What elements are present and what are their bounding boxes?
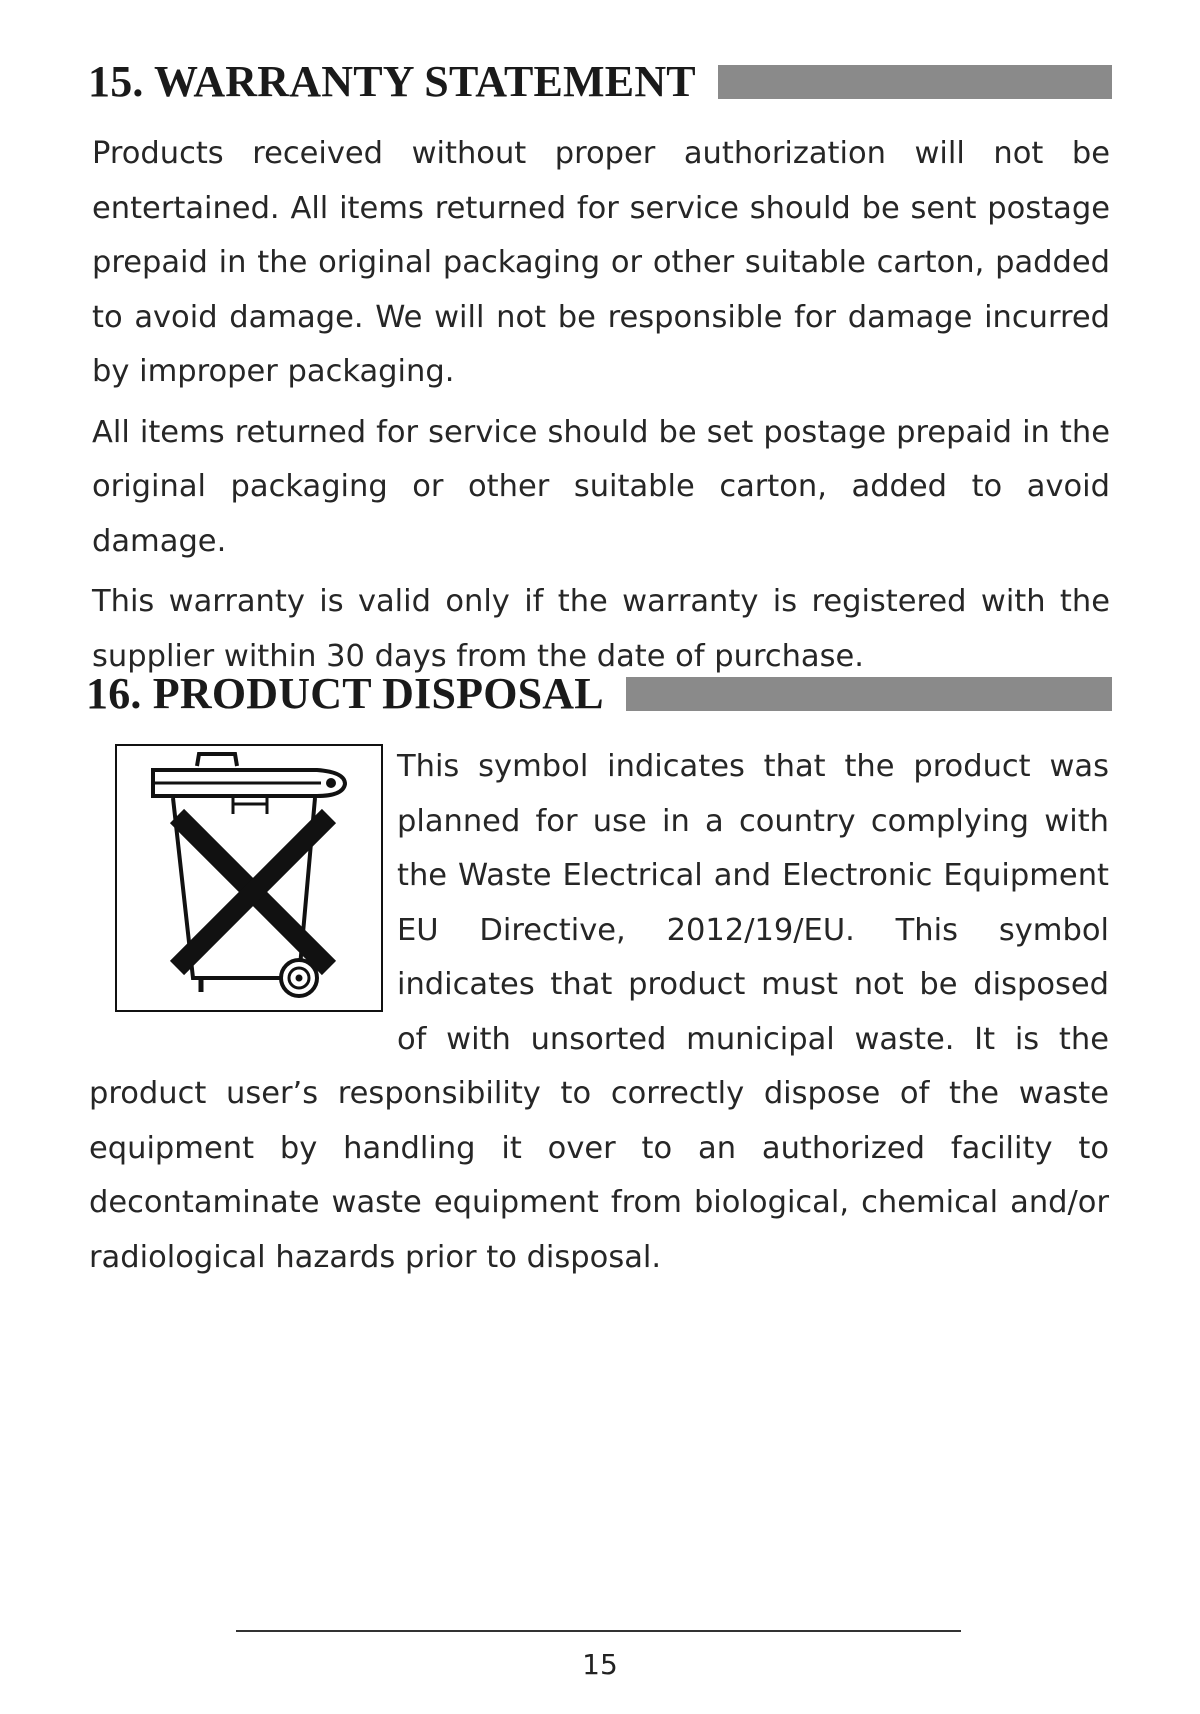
heading-bar — [626, 677, 1112, 711]
warranty-paragraph-1: Products received without proper authorization will not be entertained. All items returned for service should be sent postage prepaid in the original packaging or other suitable carton, padded to avoid damage. We will not be responsible for damage incurred by improper packaging. — [92, 136, 1110, 389]
crossed-out-wheelie-bin-icon — [115, 744, 383, 1012]
page-number: 15 — [582, 1648, 618, 1681]
warranty-section-heading — [88, 56, 1112, 107]
warranty-paragraph-3: This warranty is valid only if the warranty is registered with the supplier within 30 days from the date of purchase. — [92, 584, 1110, 674]
disposal-section-heading — [86, 668, 1112, 719]
warranty-paragraph-2: All items returned for service should be set postage prepaid in the original packaging or other suitable carton, added to avoid damage. — [92, 414, 1110, 559]
disposal-paragraph: This symbol indicates that the product was planned for use in a country complying with the Waste Electrical and Electronic Equipment EU Directive, 2012/19/EU. This symbol indicates that product must not be disposed of with unsorted municipal waste. It is the product user’s responsibility to correctly dispose of the waste equipment by handling it over to an authorized facility to decontaminate waste equipment from biological, chemical and/or radiological hazards prior to disposal. — [89, 749, 1109, 1275]
disposal-body — [89, 740, 1109, 1285]
heading-bar — [718, 65, 1112, 99]
warranty-heading-text: 15. WARRANTY STATEMENT — [88, 57, 696, 106]
footer-divider — [236, 1630, 961, 1632]
warranty-body — [92, 127, 1110, 684]
disposal-heading-text: 16. PRODUCT DISPOSAL — [86, 669, 604, 718]
